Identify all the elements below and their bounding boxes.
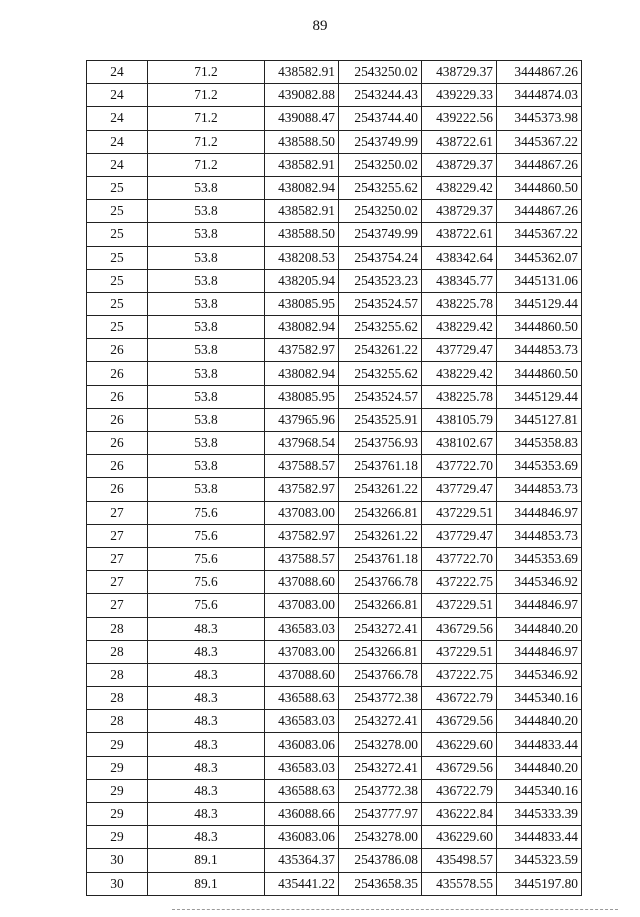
- table-cell: 2543766.78: [339, 571, 422, 594]
- table-cell: 438342.64: [422, 246, 497, 269]
- table-cell: 437729.47: [422, 524, 497, 547]
- table-cell: 439229.33: [422, 84, 497, 107]
- table-cell: 2543250.02: [339, 200, 422, 223]
- table-cell: 48.3: [148, 779, 265, 802]
- table-cell: 3445333.39: [497, 803, 582, 826]
- table-cell: 438205.94: [265, 269, 339, 292]
- table-cell: 26: [87, 408, 148, 431]
- table-cell: 2543266.81: [339, 501, 422, 524]
- table-cell: 53.8: [148, 246, 265, 269]
- table-cell: 25: [87, 223, 148, 246]
- table-cell: 48.3: [148, 640, 265, 663]
- table-cell: 438208.53: [265, 246, 339, 269]
- table-cell: 3445353.69: [497, 547, 582, 570]
- table-cell: 3444860.50: [497, 176, 582, 199]
- table-cell: 28: [87, 710, 148, 733]
- table-cell: 2543523.23: [339, 269, 422, 292]
- table-cell: 29: [87, 779, 148, 802]
- table-cell: 28: [87, 640, 148, 663]
- table-cell: 30: [87, 872, 148, 895]
- table-row: [87, 710, 582, 733]
- table-cell: 437729.47: [422, 478, 497, 501]
- table-cell: 3445358.83: [497, 432, 582, 455]
- table-cell: 3444867.26: [497, 61, 582, 84]
- table-row: [87, 501, 582, 524]
- table-cell: 53.8: [148, 362, 265, 385]
- table-cell: 75.6: [148, 524, 265, 547]
- table-row: [87, 872, 582, 895]
- table-cell: 436583.03: [265, 617, 339, 640]
- table-cell: 48.3: [148, 826, 265, 849]
- table-cell: 53.8: [148, 292, 265, 315]
- table-cell: 438722.61: [422, 130, 497, 153]
- table-cell: 436083.06: [265, 826, 339, 849]
- table-cell: 437582.97: [265, 478, 339, 501]
- table-cell: 26: [87, 455, 148, 478]
- table-cell: 30: [87, 849, 148, 872]
- table-cell: 437582.97: [265, 524, 339, 547]
- table-cell: 437582.97: [265, 339, 339, 362]
- table-row: [87, 107, 582, 130]
- table-cell: 437229.51: [422, 501, 497, 524]
- table-cell: 436229.60: [422, 826, 497, 849]
- table-cell: 3444853.73: [497, 524, 582, 547]
- table-cell: 71.2: [148, 107, 265, 130]
- table-cell: 437722.70: [422, 547, 497, 570]
- table-cell: 25: [87, 269, 148, 292]
- table-cell: 3445373.98: [497, 107, 582, 130]
- table-cell: 3444860.50: [497, 316, 582, 339]
- table-cell: 3445323.59: [497, 849, 582, 872]
- table-cell: 439222.56: [422, 107, 497, 130]
- table-cell: 24: [87, 130, 148, 153]
- table-cell: 438082.94: [265, 176, 339, 199]
- table-cell: 438229.42: [422, 362, 497, 385]
- table-row: [87, 803, 582, 826]
- table-cell: 3445129.44: [497, 292, 582, 315]
- table-cell: 3444867.26: [497, 200, 582, 223]
- table-cell: 437088.60: [265, 571, 339, 594]
- table-cell: 48.3: [148, 803, 265, 826]
- table-cell: 29: [87, 756, 148, 779]
- table-cell: 435364.37: [265, 849, 339, 872]
- table-row: [87, 663, 582, 686]
- table-cell: 436722.79: [422, 779, 497, 802]
- table-cell: 2543766.78: [339, 663, 422, 686]
- table-cell: 27: [87, 547, 148, 570]
- coordinates-table: [86, 60, 582, 896]
- table-cell: 438229.42: [422, 176, 497, 199]
- table-row: [87, 176, 582, 199]
- table-cell: 2543658.35: [339, 872, 422, 895]
- table-cell: 2543777.97: [339, 803, 422, 826]
- table-cell: 53.8: [148, 176, 265, 199]
- table-cell: 438082.94: [265, 362, 339, 385]
- table-cell: 71.2: [148, 84, 265, 107]
- table-cell: 3444853.73: [497, 478, 582, 501]
- table-cell: 436588.63: [265, 687, 339, 710]
- table-cell: 438729.37: [422, 153, 497, 176]
- table-cell: 437083.00: [265, 501, 339, 524]
- table-cell: 438729.37: [422, 200, 497, 223]
- table-cell: 439082.88: [265, 84, 339, 107]
- table-cell: 71.2: [148, 153, 265, 176]
- table-cell: 438229.42: [422, 316, 497, 339]
- table-cell: 2543524.57: [339, 292, 422, 315]
- table-cell: 436583.03: [265, 710, 339, 733]
- table-cell: 2543524.57: [339, 385, 422, 408]
- table-cell: 2543255.62: [339, 176, 422, 199]
- table-cell: 3444867.26: [497, 153, 582, 176]
- table-cell: 2543250.02: [339, 61, 422, 84]
- table-row: [87, 478, 582, 501]
- table-cell: 48.3: [148, 756, 265, 779]
- table-row: [87, 292, 582, 315]
- table-cell: 436729.56: [422, 756, 497, 779]
- table-cell: 25: [87, 200, 148, 223]
- page-number: 89: [312, 18, 328, 34]
- table-cell: 3444840.20: [497, 756, 582, 779]
- table-cell: 438588.50: [265, 130, 339, 153]
- table-row: [87, 84, 582, 107]
- table-cell: 3445129.44: [497, 385, 582, 408]
- table-cell: 438225.78: [422, 292, 497, 315]
- table-cell: 438588.50: [265, 223, 339, 246]
- table-cell: 437088.60: [265, 663, 339, 686]
- table-cell: 25: [87, 176, 148, 199]
- table-cell: 436583.03: [265, 756, 339, 779]
- table-cell: 29: [87, 826, 148, 849]
- table-cell: 435441.22: [265, 872, 339, 895]
- table-cell: 2543272.41: [339, 756, 422, 779]
- table-cell: 53.8: [148, 316, 265, 339]
- table-cell: 71.2: [148, 130, 265, 153]
- table-row: [87, 316, 582, 339]
- table-cell: 437588.57: [265, 547, 339, 570]
- table-row: [87, 408, 582, 431]
- table-cell: 3445340.16: [497, 779, 582, 802]
- table-cell: 53.8: [148, 478, 265, 501]
- table-cell: 53.8: [148, 339, 265, 362]
- table-cell: 75.6: [148, 501, 265, 524]
- table-cell: 24: [87, 84, 148, 107]
- table-cell: 28: [87, 617, 148, 640]
- table-cell: 2543266.81: [339, 640, 422, 663]
- table-cell: 2543772.38: [339, 779, 422, 802]
- table-cell: 26: [87, 432, 148, 455]
- table-cell: 24: [87, 107, 148, 130]
- table-cell: 3445340.16: [497, 687, 582, 710]
- table-cell: 24: [87, 61, 148, 84]
- table-row: [87, 756, 582, 779]
- table-cell: 438225.78: [422, 385, 497, 408]
- table-row: [87, 246, 582, 269]
- table-cell: 3444840.20: [497, 710, 582, 733]
- table-cell: 438582.91: [265, 200, 339, 223]
- table-cell: 26: [87, 362, 148, 385]
- table-row: [87, 524, 582, 547]
- table-cell: 48.3: [148, 687, 265, 710]
- table-row: [87, 385, 582, 408]
- table-cell: 437083.00: [265, 594, 339, 617]
- table-cell: 436729.56: [422, 710, 497, 733]
- table-row: [87, 223, 582, 246]
- table-cell: 53.8: [148, 200, 265, 223]
- table-row: [87, 687, 582, 710]
- table-cell: 28: [87, 663, 148, 686]
- table-cell: 2543272.41: [339, 710, 422, 733]
- table-cell: 75.6: [148, 571, 265, 594]
- table-row: [87, 130, 582, 153]
- table-cell: 53.8: [148, 223, 265, 246]
- table-cell: 27: [87, 501, 148, 524]
- table-cell: 27: [87, 524, 148, 547]
- table-cell: 27: [87, 594, 148, 617]
- table-cell: 438085.95: [265, 385, 339, 408]
- table-cell: 435578.55: [422, 872, 497, 895]
- table-cell: 437222.75: [422, 571, 497, 594]
- table-cell: 437722.70: [422, 455, 497, 478]
- table-cell: 437968.54: [265, 432, 339, 455]
- table-cell: 2543255.62: [339, 362, 422, 385]
- table-cell: 438085.95: [265, 292, 339, 315]
- table-cell: 26: [87, 385, 148, 408]
- table-cell: 25: [87, 316, 148, 339]
- table-cell: 3445367.22: [497, 223, 582, 246]
- table-cell: 2543749.99: [339, 223, 422, 246]
- table-cell: 3445197.80: [497, 872, 582, 895]
- table-cell: 3445127.81: [497, 408, 582, 431]
- table-cell: 436088.66: [265, 803, 339, 826]
- table-row: [87, 779, 582, 802]
- table-row: [87, 594, 582, 617]
- table-row: [87, 432, 582, 455]
- table-cell: 3444860.50: [497, 362, 582, 385]
- table-cell: 27: [87, 571, 148, 594]
- table-cell: 29: [87, 733, 148, 756]
- table-cell: 53.8: [148, 455, 265, 478]
- table-cell: 3444874.03: [497, 84, 582, 107]
- table-cell: 2543744.40: [339, 107, 422, 130]
- table-cell: 2543244.43: [339, 84, 422, 107]
- table-cell: 53.8: [148, 408, 265, 431]
- table-cell: 48.3: [148, 663, 265, 686]
- table-cell: 53.8: [148, 269, 265, 292]
- table-cell: 48.3: [148, 617, 265, 640]
- table-cell: 437965.96: [265, 408, 339, 431]
- table-cell: 437229.51: [422, 594, 497, 617]
- table-row: [87, 61, 582, 84]
- table-row: [87, 455, 582, 478]
- table-cell: 3444853.73: [497, 339, 582, 362]
- table-cell: 435498.57: [422, 849, 497, 872]
- table-cell: 437588.57: [265, 455, 339, 478]
- table-cell: 438105.79: [422, 408, 497, 431]
- table-cell: 24: [87, 153, 148, 176]
- table-row: [87, 200, 582, 223]
- table-cell: 2543250.02: [339, 153, 422, 176]
- table-cell: 437222.75: [422, 663, 497, 686]
- table-cell: 438345.77: [422, 269, 497, 292]
- table-cell: 2543754.24: [339, 246, 422, 269]
- table-cell: 2543261.22: [339, 339, 422, 362]
- table-cell: 2543761.18: [339, 547, 422, 570]
- table-cell: 3445367.22: [497, 130, 582, 153]
- table-cell: 48.3: [148, 733, 265, 756]
- table-cell: 89.1: [148, 872, 265, 895]
- bottom-rule: [172, 909, 618, 910]
- table-cell: 29: [87, 803, 148, 826]
- table-cell: 3444846.97: [497, 594, 582, 617]
- table-body: [87, 61, 582, 896]
- table-cell: 53.8: [148, 432, 265, 455]
- table-cell: 436229.60: [422, 733, 497, 756]
- table-cell: 48.3: [148, 710, 265, 733]
- table-cell: 2543261.22: [339, 478, 422, 501]
- table-cell: 439088.47: [265, 107, 339, 130]
- table-cell: 3445362.07: [497, 246, 582, 269]
- table-cell: 2543278.00: [339, 733, 422, 756]
- table-cell: 3444846.97: [497, 640, 582, 663]
- table-cell: 438102.67: [422, 432, 497, 455]
- table-cell: 3445346.92: [497, 571, 582, 594]
- table-cell: 436722.79: [422, 687, 497, 710]
- table-cell: 438582.91: [265, 153, 339, 176]
- table-cell: 3445353.69: [497, 455, 582, 478]
- table-cell: 89.1: [148, 849, 265, 872]
- table-row: [87, 733, 582, 756]
- table-cell: 436588.63: [265, 779, 339, 802]
- table-cell: 3444833.44: [497, 733, 582, 756]
- table-cell: 2543756.93: [339, 432, 422, 455]
- table-cell: 25: [87, 292, 148, 315]
- table-cell: 75.6: [148, 547, 265, 570]
- table-cell: 2543272.41: [339, 617, 422, 640]
- table-row: [87, 153, 582, 176]
- table-cell: 437083.00: [265, 640, 339, 663]
- table-cell: 2543786.08: [339, 849, 422, 872]
- table-row: [87, 547, 582, 570]
- table-cell: 3444840.20: [497, 617, 582, 640]
- table-cell: 437229.51: [422, 640, 497, 663]
- table-cell: 3444833.44: [497, 826, 582, 849]
- table-row: [87, 269, 582, 292]
- table-row: [87, 849, 582, 872]
- table-cell: 438729.37: [422, 61, 497, 84]
- table-cell: 71.2: [148, 61, 265, 84]
- table-cell: 75.6: [148, 594, 265, 617]
- table-cell: 26: [87, 339, 148, 362]
- table-row: [87, 640, 582, 663]
- table-cell: 438722.61: [422, 223, 497, 246]
- table-row: [87, 339, 582, 362]
- table-cell: 2543278.00: [339, 826, 422, 849]
- table-cell: 2543525.91: [339, 408, 422, 431]
- table-cell: 26: [87, 478, 148, 501]
- table-cell: 438582.91: [265, 61, 339, 84]
- table-cell: 2543772.38: [339, 687, 422, 710]
- table-cell: 3445346.92: [497, 663, 582, 686]
- table-row: [87, 826, 582, 849]
- table-cell: 436729.56: [422, 617, 497, 640]
- table-cell: 437729.47: [422, 339, 497, 362]
- table-cell: 53.8: [148, 385, 265, 408]
- table-cell: 3444846.97: [497, 501, 582, 524]
- table-row: [87, 571, 582, 594]
- table-row: [87, 617, 582, 640]
- table-cell: 2543255.62: [339, 316, 422, 339]
- table-cell: 28: [87, 687, 148, 710]
- table-cell: 2543749.99: [339, 130, 422, 153]
- table-cell: 2543261.22: [339, 524, 422, 547]
- table-cell: 436222.84: [422, 803, 497, 826]
- table-cell: 2543266.81: [339, 594, 422, 617]
- table-cell: 2543761.18: [339, 455, 422, 478]
- table-cell: 438082.94: [265, 316, 339, 339]
- table-row: [87, 362, 582, 385]
- table-cell: 436083.06: [265, 733, 339, 756]
- table-cell: 25: [87, 246, 148, 269]
- table-cell: 3445131.06: [497, 269, 582, 292]
